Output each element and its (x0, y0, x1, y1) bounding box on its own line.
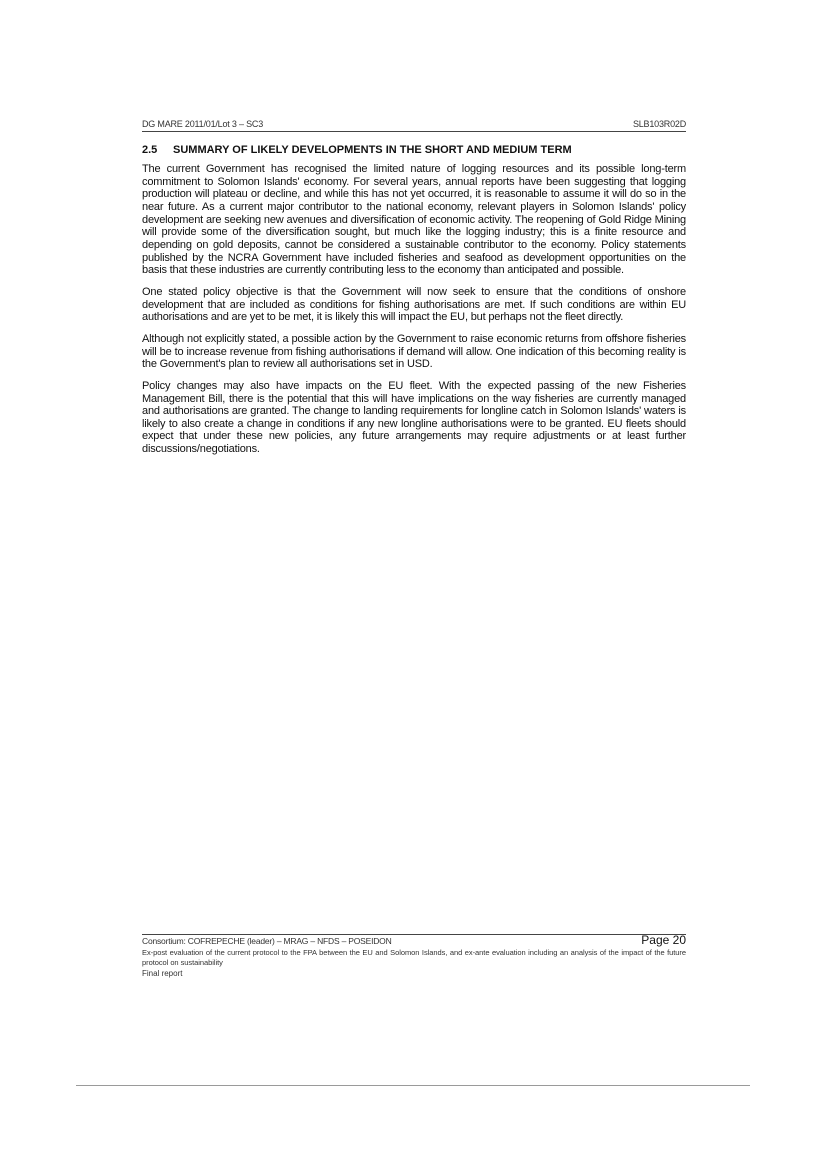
section-title: SUMMARY OF LIKELY DEVELOPMENTS IN THE SHORT AND MEDIUM TERM (173, 144, 572, 156)
paragraph: Policy changes may also have impacts on the EU fleet. With the expected passing of the new Fisheries Management Bill, there is the potential that this will have implications on the way fisheries are currently managed and authorisations are granted. The change to landing requirements for longline catch in Solomon Islands' waters is likely to also create a change in conditions if any new longline authorisations were to be granted. EU fleets should expect that under these new policies, any future arrangements may require adjustments or at least further discussions/negotiations. (142, 379, 686, 456)
section-number: 2.5 (142, 144, 158, 156)
consortium-line: Consortium: COFREPECHE (leader) – MRAG – NFDS – POSEIDON (142, 936, 392, 946)
footer-divider (142, 934, 686, 935)
header-divider (142, 131, 686, 132)
page-header (142, 119, 686, 130)
section-heading (142, 144, 686, 156)
report-description: Ex-post evaluation of the current protocol to the FPA between the EU and Solomon Islands, and ex-ante evaluation including an analysis of the impact of the future protocol on sustainability (142, 948, 686, 967)
page-edge-line (76, 1085, 750, 1086)
report-type: Final report (142, 969, 183, 978)
contract-reference: DG MARE 2011/01/Lot 3 – SC3 (142, 119, 263, 129)
report-code: SLB103R02D (632, 119, 686, 129)
section-body (142, 163, 686, 465)
paragraph: One stated policy objective is that the Government will now seek to ensure that the conditions of onshore development that are included as conditions for fishing authorisations are met. If such conditions are within EU authorisations and are yet to be met, it is likely this will impact the EU, but perhaps not the fleet directly. (142, 285, 686, 324)
paragraph: The current Government has recognised the limited nature of logging resources and its possible long-term commitment to Solomon Islands' economy. For several years, annual reports have been suggesting that logging production will plateau or decline, and while this has not yet occurred, it is reasonable to assume it will do so in the near future. As a current major contributor to the national economy, relevant players in Solomon Islands' policy development are seeking new avenues and diversification of economic activity. The reopening of Gold Ridge Mining will provide some of the diversification sought, but much like the logging industry; this is a finite resource and depending on gold deposits, cannot be considered a sustainable contributor to the economy. Policy statements published by the NCRA Government have included fisheries and seafood as development opportunities on the basis that these industries are currently contributing less to the economy than anticipated and possible. (142, 163, 686, 277)
page-footer (142, 933, 686, 979)
page-number: Page 20 (641, 933, 686, 947)
paragraph: Although not explicitly stated, a possible action by the Government to raise economic returns from offshore fisheries will be to increase revenue from fishing authorisations if demand will allow. One indication of this becoming reality is the Government's plan to review all authorisations set in USD. (142, 332, 686, 371)
